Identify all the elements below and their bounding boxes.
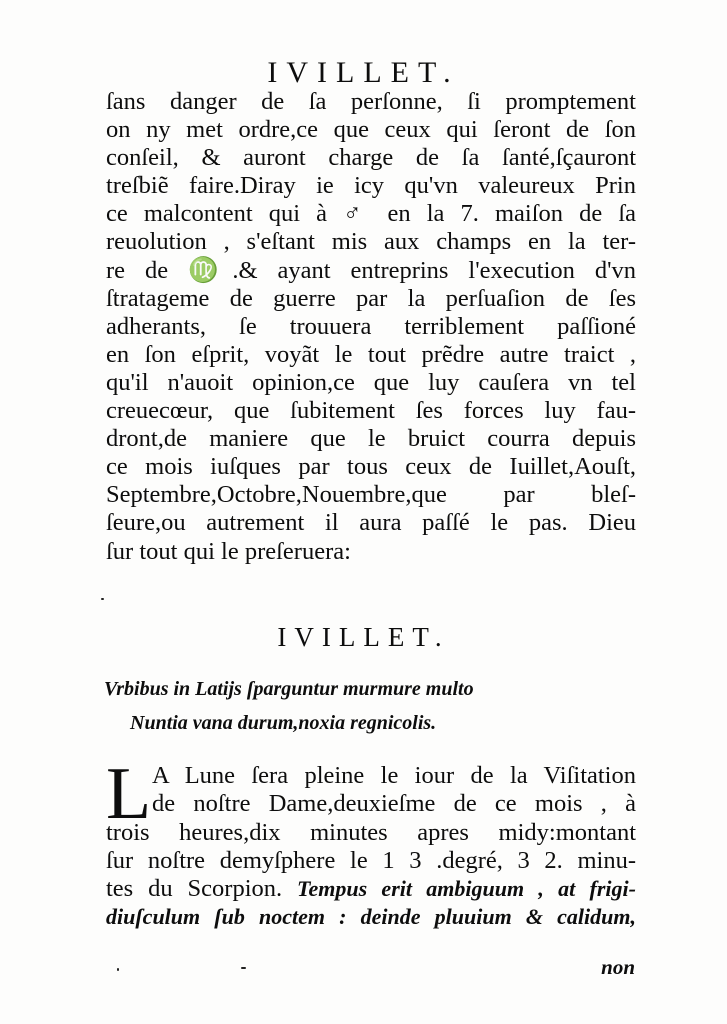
paragraph-2 bbox=[106, 753, 636, 932]
text-line: adherants, ſe trouuera terriblement paſſioné bbox=[106, 312, 636, 340]
text-line: conſeil, & auront charge de ſa ſanté,ſçauront bbox=[106, 144, 636, 172]
text-line: ce malcontent qui à ♂ en la 7. maiſon de ſa bbox=[106, 200, 636, 228]
drop-cap: L bbox=[106, 753, 152, 835]
text-line: qu'il n'auoit opinion,ce que luy cauſera vn tel bbox=[106, 368, 636, 396]
paragraph-1 bbox=[106, 88, 636, 566]
text-line: ſans danger de ſa perſonne, ſi promptement bbox=[106, 88, 636, 115]
text-line: ſtratageme de guerre par la perſuaſion de ſes bbox=[106, 284, 636, 312]
text-italic: Tempus erit ambiguum , at frigi- bbox=[297, 876, 636, 902]
text-italic: diuſculum ſub noctem : deinde pluuium & calidum, bbox=[106, 904, 636, 930]
latin-verse bbox=[104, 672, 644, 740]
verse-line: Nuntia vana durum,noxia regnicolis. bbox=[130, 712, 437, 734]
text-line: dront,de maniere que le bruict courra depuis bbox=[106, 425, 636, 453]
text-line: reuolution , s'eſtant mis aux champs en la ter- bbox=[106, 228, 636, 256]
text-line: creuecœur, que ſubitement ſes forces luy fau- bbox=[106, 397, 636, 425]
text-line: ce mois iuſques par tous ceux de Iuillet,Aouſt, bbox=[106, 453, 636, 481]
text-line: on ny met ordre,ce que ceux qui ſeront de ſon bbox=[106, 116, 636, 144]
text-line: ſur tout qui le preſeruera: bbox=[106, 537, 351, 565]
text-line bbox=[106, 903, 636, 931]
text-line: Septembre,Octobre,Nouembre,que par bleſ- bbox=[106, 481, 636, 509]
text-line: ſeure,ou autrement il aura paſſé le pas. Dieu bbox=[106, 509, 636, 537]
text-roman: tes du Scorpion. bbox=[106, 875, 298, 903]
text-line: en ſon eſprit, voyãt le tout prẽdre autre traict , bbox=[106, 340, 636, 368]
text-line: re de ♍.& ayant entreprins l'execution d'vn bbox=[106, 256, 636, 284]
text-line: A Lune ſera pleine le iour de la Viſitation bbox=[152, 762, 636, 789]
ink-speck bbox=[117, 968, 119, 971]
ink-speck bbox=[241, 967, 246, 969]
text-line: treſbiẽ faire.Diray ie icy qu'vn valeureux Prin bbox=[106, 172, 636, 200]
text-line: ſur noſtre demyſphere le 1 3 .degré, 3 2. minu- bbox=[106, 846, 636, 874]
ink-speck bbox=[101, 598, 104, 600]
text-line: de noſtre Dame,deuxieſme de ce mois , à bbox=[152, 790, 636, 818]
verse-line: Vrbibus in Latijs ſparguntur murmure multo bbox=[104, 678, 474, 700]
text-line: trois heures,dix minutes apres midy:montant bbox=[106, 818, 636, 846]
text-line bbox=[106, 875, 636, 903]
section-heading: IVILLET. bbox=[277, 622, 450, 652]
catchword: non bbox=[601, 955, 635, 979]
running-heading: IVILLET. bbox=[267, 56, 460, 89]
